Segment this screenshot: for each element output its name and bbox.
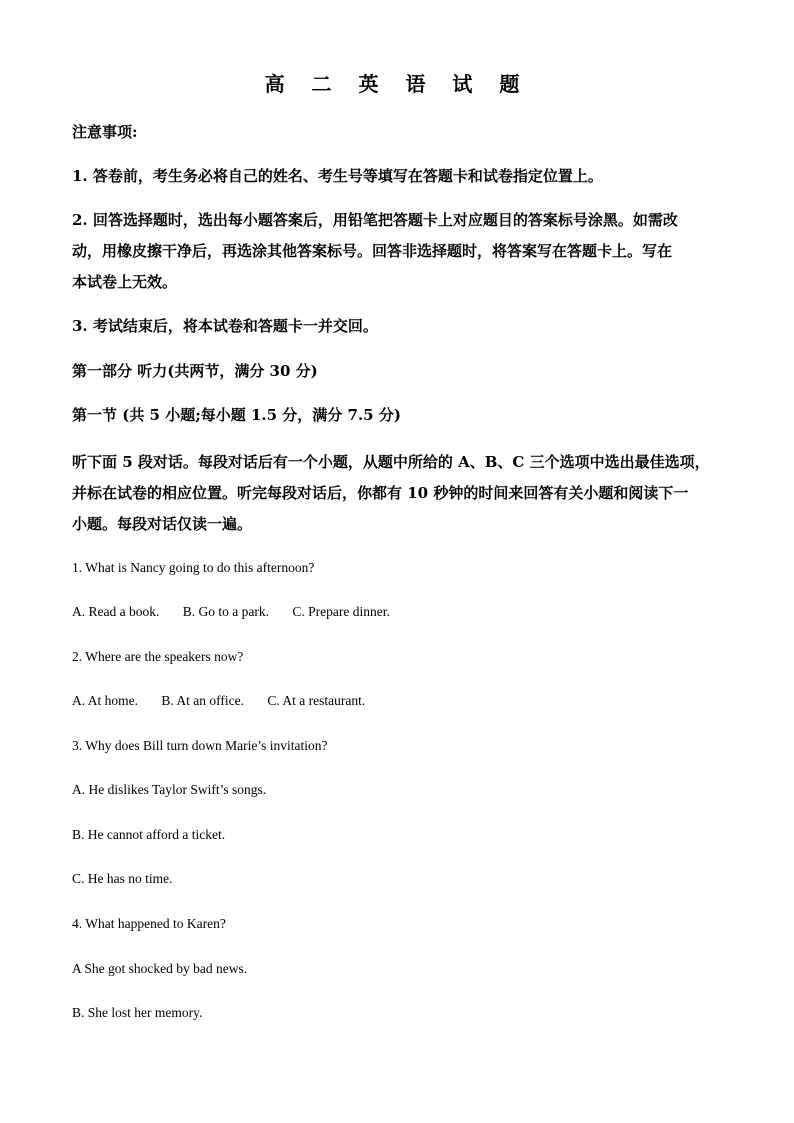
notice-heading: 注意事项:: [72, 123, 138, 141]
notice-item-2-line-2: 动，用橡皮擦干净后，再选涂其他答案标号。回答非选择题时，将答案写在答题卡上。写在: [72, 242, 673, 260]
question-2-option-c: C. At a restaurant.: [267, 693, 366, 708]
question-1-option-c: C. Prepare dinner.: [292, 604, 390, 619]
question-2-option-b: B. At an office.: [161, 693, 244, 708]
question-2-stem: 2. Where are the speakers now?: [72, 649, 244, 664]
part1-heading: 第一部分 听力(共两节，满分 30 分): [72, 362, 318, 380]
question-3-stem: 3. Why does Bill turn down Marie’s invitation?: [72, 738, 328, 753]
question-1-option-a: A. Read a book.: [72, 604, 160, 619]
question-3-option-a: A. He dislikes Taylor Swift’s songs.: [72, 782, 267, 797]
question-1-option-b: B. Go to a park.: [182, 604, 269, 619]
instructions-line-3: 小题。每段对话仅读一遍。: [72, 515, 253, 533]
question-4-option-b: B. She lost her memory.: [72, 1005, 203, 1020]
notice-item-3: 3. 考试结束后，将本试卷和答题卡一并交回。: [72, 317, 378, 335]
question-4-stem: 4. What happened to Karen?: [72, 916, 226, 931]
question-3-option-c: C. He has no time.: [72, 871, 173, 886]
instructions-line-2: 并标在试卷的相应位置。听完每段对话后，你都有 10 秒钟的时间来回答有关小题和阅读下一: [72, 484, 689, 502]
question-1-options: [72, 603, 410, 621]
page-title: 高 二 英 语 试 题: [264, 72, 530, 96]
question-1-stem: 1. What is Nancy going to do this afternoon?: [72, 560, 315, 575]
question-3-option-b: B. He cannot afford a ticket.: [72, 827, 226, 842]
question-4-option-a: A She got shocked by bad news.: [72, 961, 248, 976]
notice-item-2-line-1: 2. 回答选择题时，选出每小题答案后，用铅笔把答题卡上对应题目的答案标号涂黑。如需改: [72, 211, 678, 229]
section1-heading: 第一节 (共 5 小题;每小题 1.5 分，满分 7.5 分): [72, 406, 401, 424]
instructions-line-1: 听下面 5 段对话。每段对话后有一个小题，从题中所给的 A、B、C 三个选项中选出最佳选项，: [72, 453, 710, 471]
notice-item-1: 1. 答卷前，考生务必将自己的姓名、考生号等填写在答题卡和试卷指定位置上。: [72, 167, 603, 185]
question-2-option-a: A. At home.: [72, 693, 138, 708]
notice-item-2-line-3: 本试卷上无效。: [72, 273, 178, 291]
question-2-options: [72, 692, 385, 710]
